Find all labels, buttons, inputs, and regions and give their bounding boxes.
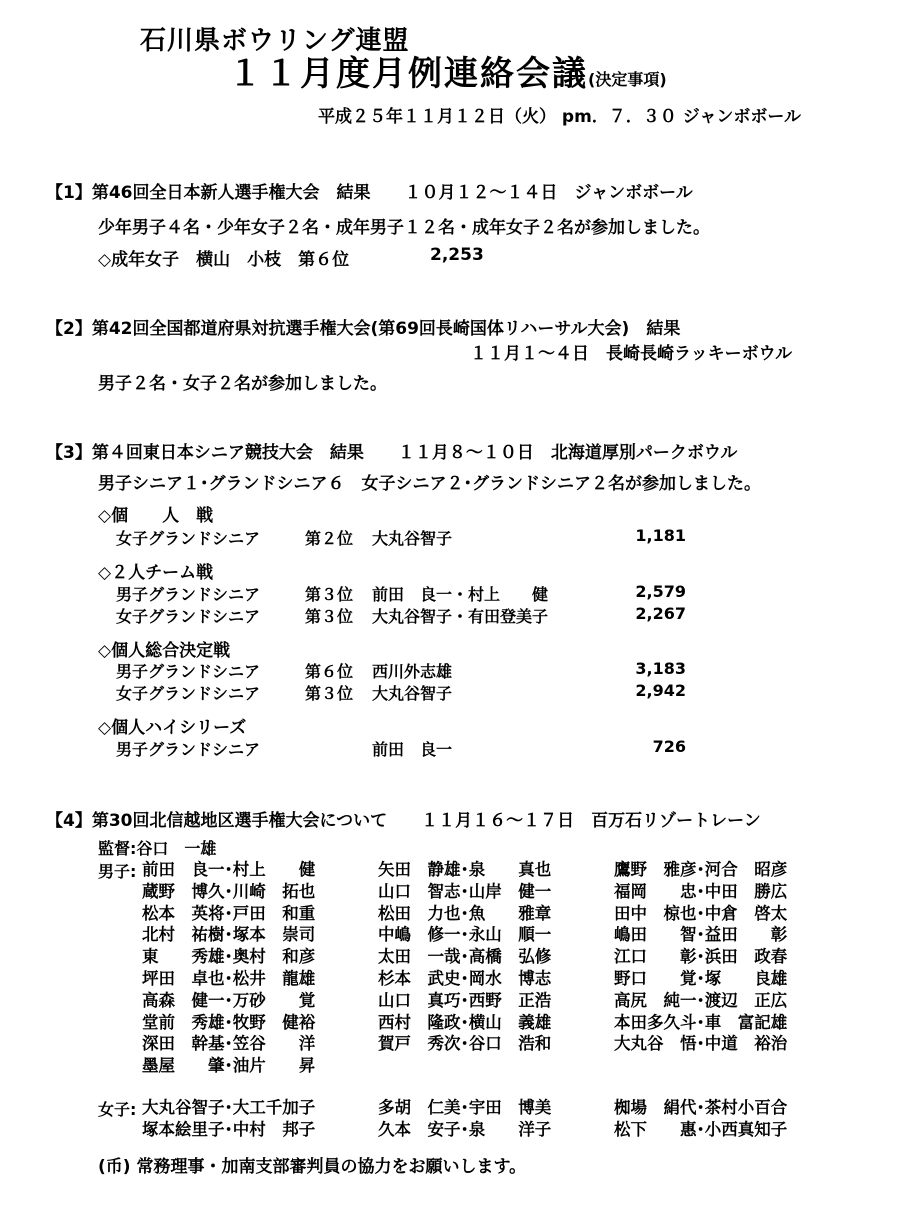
- result-name: 大丸谷智子: [372, 529, 453, 548]
- result-rank: 第３位: [305, 684, 354, 703]
- roster-pair: 深田 幹基･笠谷 洋: [142, 1034, 316, 1054]
- roster-row: [142, 1055, 832, 1077]
- roster-pair: 山口 智志･山岸 健一: [378, 881, 552, 901]
- roster-pair: 東 秀雄･奥村 和彦: [142, 947, 316, 967]
- roster-pair: 多胡 仁美･宇田 博美: [378, 1098, 552, 1117]
- roster-pair: 福岡 忠･中田 勝広: [614, 881, 788, 901]
- roster-pair: 大丸谷智子･大工千加子: [142, 1098, 316, 1117]
- roster-pair: 田中 椋也･中倉 啓太: [614, 903, 788, 923]
- roster-pair: 塚本絵里子･中村 邦子: [142, 1119, 316, 1139]
- section-4-heading: 【4】第30回北信越地区選手権大会について １１月１６～１７日 百万石リゾートレーン: [46, 811, 761, 831]
- roster-pair: 墨屋 肇･油片 昇: [142, 1056, 316, 1076]
- result-category: 男子グランドシニア: [116, 662, 261, 681]
- result-rank: 第２位: [305, 529, 354, 548]
- result-rank: 第３位: [305, 607, 354, 626]
- section-1-result-score: 2,253: [430, 245, 484, 265]
- team-coach: 監督:谷口 一雄: [98, 839, 217, 858]
- roster-pair: 蔵野 博久･川崎 拓也: [142, 881, 316, 901]
- closing-note: (币) 常務理事・加南支部審判員の協力をお願いします。: [98, 1157, 527, 1177]
- section-1-heading: 【1】第46回全日本新人選手権大会 結果 １０月１２～１４日 ジャンボボール: [46, 183, 693, 203]
- result-category: 女子グランドシニア: [116, 529, 261, 548]
- meeting-dateline: 平成２５年１１月１２日（火） pm．７．３０ ジャンボボール: [318, 107, 802, 127]
- section-3-body: 男子シニア１･グランドシニア６ 女子シニア２･グランドシニア２名が参加しました。: [98, 474, 761, 494]
- result-category: 女子グランドシニア: [116, 684, 261, 703]
- result-name: 大丸谷智子: [372, 684, 453, 703]
- women-roster: [142, 1097, 832, 1141]
- men-label: 男子:: [98, 862, 137, 881]
- result-rank: 第６位: [305, 662, 354, 681]
- page-title: [228, 46, 667, 95]
- result-rank: 第３位: [305, 585, 354, 604]
- roster-row: [142, 946, 832, 968]
- section-3-heading: 【3】第４回東日本シニア競技大会 結果 １１月８～１０日 北海道厚別パークボウル: [46, 443, 738, 463]
- roster-row: [142, 903, 832, 925]
- roster-pair: 松本 英将･戸田 和重: [142, 903, 316, 923]
- result-score: 2,579: [635, 582, 686, 601]
- result-score: 726: [652, 737, 686, 756]
- roster-row: [142, 924, 832, 946]
- women-label: 女子:: [98, 1100, 137, 1119]
- group-title: ◇２人チーム戦: [98, 563, 214, 583]
- roster-pair: 坪田 卓也･松井 龍雄: [142, 968, 316, 988]
- result-name: 大丸谷智子・有田登美子: [372, 607, 549, 626]
- title-text: １１月度月例連絡会議: [228, 54, 588, 94]
- roster-pair: 北村 祐樹･塚本 崇司: [142, 925, 316, 945]
- roster-pair: 高尻 純一･渡辺 正広: [614, 990, 788, 1010]
- roster-pair: 大丸谷 悟･中道 裕治: [614, 1034, 788, 1054]
- roster-row: [142, 968, 832, 990]
- roster-row: [142, 859, 832, 881]
- result-score: 2,942: [635, 681, 686, 700]
- result-score: 1,181: [635, 526, 686, 545]
- roster-pair: 江口 彰･浜田 政春: [614, 947, 788, 967]
- roster-pair: 松田 力也･魚 雅章: [378, 903, 552, 923]
- roster-pair: 西村 隆政･横山 義雄: [378, 1012, 552, 1032]
- roster-pair: 久本 安子･泉 洋子: [378, 1119, 552, 1139]
- roster-pair: 賀戸 秀次･谷口 浩和: [378, 1034, 552, 1054]
- section-2-body: 男子２名・女子２名が参加しました。: [98, 374, 387, 394]
- roster-row: [142, 1012, 832, 1034]
- men-roster: [142, 859, 832, 1077]
- roster-row: [142, 1097, 832, 1119]
- result-name: 前田 良一・村上 健: [372, 585, 549, 604]
- section-2-subheading: １１月１～４日 長崎長崎ラッキーボウル: [470, 344, 793, 364]
- roster-pair: 杉本 武史･岡水 博志: [378, 968, 552, 988]
- roster-pair: 矢田 静雄･泉 真也: [378, 860, 552, 879]
- result-score: 2,267: [635, 604, 686, 623]
- roster-pair: 中嶋 修一･永山 順一: [378, 925, 552, 945]
- roster-row: [142, 1119, 832, 1141]
- result-score: 3,183: [635, 659, 686, 678]
- result-category: 女子グランドシニア: [116, 607, 261, 626]
- result-name: 前田 良一: [372, 740, 453, 759]
- group-title: ◇個 人 戦: [98, 506, 214, 526]
- roster-pair: 野口 覚･塚 良雄: [614, 968, 788, 988]
- roster-row: [142, 990, 832, 1012]
- section-1-result-label: ◇成年女子 横山 小枝 第６位: [98, 250, 350, 270]
- result-category: 男子グランドシニア: [116, 585, 261, 604]
- section-2-heading: 【2】第42回全国都道府県対抗選手権大会(第69回長崎国体リハーサル大会) 結果: [46, 319, 681, 339]
- organization-name: 石川県ボウリング連盟: [140, 26, 410, 56]
- roster-pair: 嶋田 智･益田 彰: [614, 925, 788, 945]
- roster-pair: 本田多久斗･車 富記雄: [614, 1012, 788, 1032]
- roster-pair: 鷹野 雅彦･河合 昭彦: [614, 860, 788, 879]
- roster-pair: 松下 惠･小西真知子: [614, 1119, 788, 1139]
- roster-pair: 太田 一哉･高橋 弘修: [378, 947, 552, 967]
- group-title: ◇個人ハイシリーズ: [98, 718, 247, 738]
- roster-pair: 高森 健一･万砂 覚: [142, 990, 316, 1010]
- roster-row: [142, 1033, 832, 1055]
- roster-row: [142, 881, 832, 903]
- group-title: ◇個人総合決定戦: [98, 641, 231, 661]
- section-1-body: 少年男子４名・少年女子２名・成年男子１２名・成年女子２名が参加しました。: [98, 218, 710, 238]
- result-name: 西川外志雄: [372, 662, 453, 681]
- roster-pair: 山口 真巧･西野 正浩: [378, 990, 552, 1010]
- roster-pair: 椥場 絹代･茶村小百合: [614, 1098, 788, 1117]
- roster-pair: 前田 良一･村上 健: [142, 860, 316, 879]
- result-category: 男子グランドシニア: [116, 740, 261, 759]
- title-note: (決定事項): [588, 70, 667, 89]
- roster-pair: 堂前 秀雄･牧野 健裕: [142, 1012, 316, 1032]
